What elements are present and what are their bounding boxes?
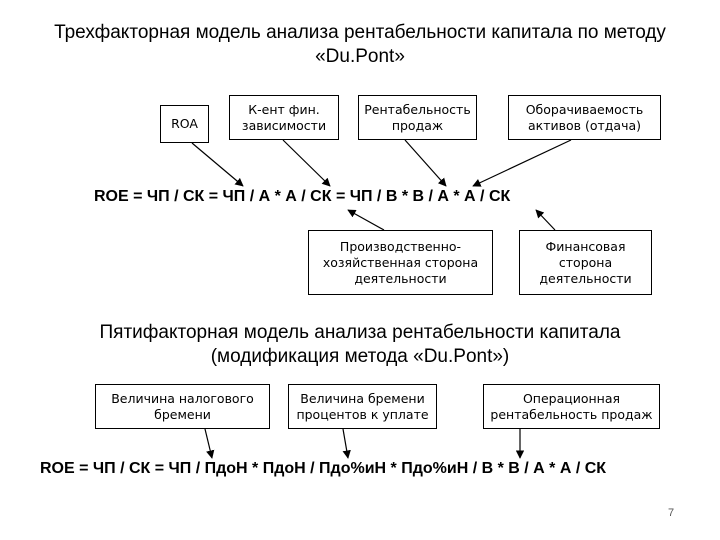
- box-roa: ROA: [160, 105, 209, 143]
- box-asset-turnover: Оборачиваемость активов (отдача): [508, 95, 661, 140]
- formula-five-factor: ROE = ЧП / СК = ЧП / ПдоН * ПдоН / Пдо%иН * Пдо%иН / В * В / А * А / СК: [40, 460, 607, 477]
- box-production-side: Производственно- хозяйственная сторона деятельности: [308, 230, 493, 295]
- arrow-fin-dep: [283, 140, 330, 186]
- box-tax-burden: Величина налогового бремени: [95, 384, 270, 429]
- title-three-factor: Трехфакторная модель анализа рентабельности капитала по методу «Du.Pont»: [54, 22, 666, 67]
- box-operating-margin: Операционная рентабельность продаж: [483, 384, 660, 429]
- box-sales-profitability: Рентабельность продаж: [358, 95, 477, 140]
- formula-three-factor: ROE = ЧП / СК = ЧП / А * А / СК = ЧП / В * В / А * А / СК: [94, 188, 511, 205]
- arrow-turnover: [473, 140, 571, 186]
- box-financial-dependence: К-ент фин. зависимости: [229, 95, 339, 140]
- arrow-production-side: [348, 210, 384, 230]
- arrow-interest: [343, 429, 348, 458]
- page-number: 7: [668, 507, 675, 519]
- box-financial-side: Финансовая сторона деятельности: [519, 230, 652, 295]
- arrow-roa: [192, 143, 243, 186]
- arrow-financial-side: [536, 210, 555, 230]
- box-interest-burden: Величина бремени процентов к уплате: [288, 384, 437, 429]
- arrow-sales-return: [405, 140, 446, 186]
- title-five-factor: Пятифакторная модель анализа рентабельности капитала (модификация метода «Du.Pont»): [99, 322, 621, 367]
- arrow-tax: [205, 429, 212, 458]
